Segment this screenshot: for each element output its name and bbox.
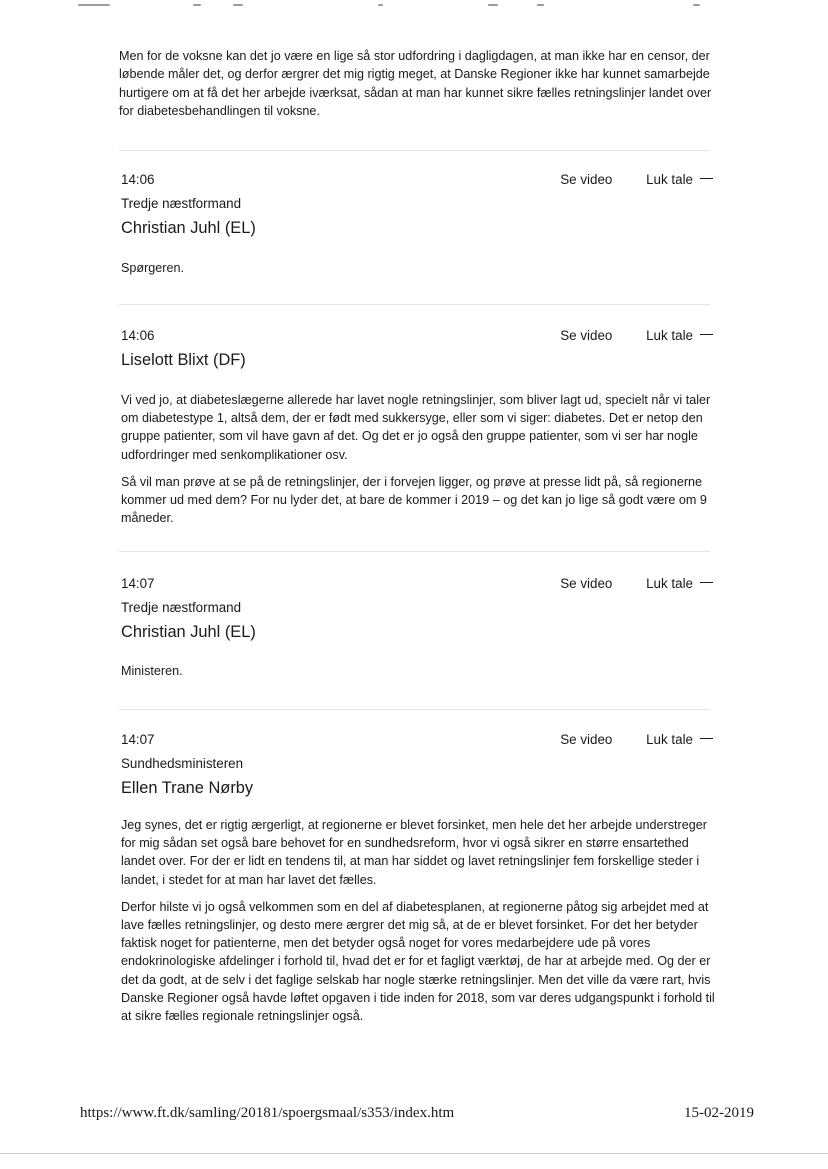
speech-time: 14:06 <box>121 172 155 187</box>
speech-divider <box>119 551 710 552</box>
speech-actions <box>560 328 713 343</box>
see-video-link[interactable]: Se video <box>560 328 613 343</box>
speaker-name: Christian Juhl (EL) <box>121 623 256 641</box>
speech-time: 14:07 <box>121 576 155 591</box>
close-speech-link[interactable] <box>646 328 713 343</box>
speech-body <box>121 662 721 689</box>
speech-body <box>121 259 721 286</box>
speaker-name: Christian Juhl (EL) <box>121 219 256 237</box>
speech-paragraph: Så vil man prøve at se på de retningslinjer, der i forvejen ligger, og prøve at presse lidt på, så regionerne kommer ud med dem? For nu lyder det, at bare de kommer i 2019 – og det kan jo lige så godt være om 9 måneder. <box>121 474 707 526</box>
speech-actions <box>560 576 713 591</box>
speech-paragraph: Jeg synes, det er rigtig ærgerligt, at regionerne er blevet forsinket, men hele det her arbejde understreger for mig sådan set også bare behovet for en sundhedsreform, hvor vi også sikrer en større ensartethed landet over. For der er lidt en tendens til, at man har siddet og lavet retningslinjer fem forskellige steder i landet, i stedet for at man har lavet det fælles. <box>121 818 707 887</box>
close-speech-label: Luk tale <box>646 732 693 747</box>
close-speech-label: Luk tale <box>646 172 693 187</box>
speaker-role: Tredje næstformand <box>121 196 242 211</box>
speaker-name: Ellen Trane Nørby <box>121 779 254 797</box>
close-speech-link[interactable] <box>646 172 713 187</box>
speech-time: 14:06 <box>121 328 155 343</box>
collapse-dash-icon <box>700 582 713 583</box>
speech-entry <box>121 172 713 282</box>
collapse-dash-icon <box>700 178 713 179</box>
speech-entry <box>121 328 713 528</box>
speech-time: 14:07 <box>121 732 155 747</box>
speaker-name: Liselott Blixt (DF) <box>121 351 246 369</box>
speaker-role: Sundhedsministeren <box>121 756 244 771</box>
speech-paragraph: Vi ved jo, at diabeteslægerne allerede har lavet nogle retningslinjer, som bliver lagt ud, specielt når vi taler om diabetestype 1, altså dem, der er født med sukkersyge, eller som vi siger: diabetes. Det er netop den gruppe patienter, som vil have gavn af det. Og det er jo også den gruppe patienter, som vi ser har nogle udfordringer med senkomplikationer osv. <box>121 393 711 462</box>
speech-actions <box>560 732 713 747</box>
see-video-link[interactable]: Se video <box>560 576 613 591</box>
close-speech-link[interactable] <box>646 732 713 747</box>
close-speech-label: Luk tale <box>646 576 693 591</box>
see-video-link[interactable]: Se video <box>560 172 613 187</box>
speaker-role: Tredje næstformand <box>121 600 242 615</box>
speech-divider <box>119 709 710 710</box>
collapse-dash-icon <box>700 738 713 739</box>
close-speech-link[interactable] <box>646 576 713 591</box>
scan-bottom-edge <box>0 1153 828 1154</box>
speech-entry <box>121 576 713 686</box>
close-speech-label: Luk tale <box>646 328 693 343</box>
collapse-dash-icon <box>700 334 713 335</box>
speech-paragraph: Derfor hilste vi jo også velkommen som en del af diabetesplanen, at regionerne påtog sig arbejdet med at lave fælles retningslinjer, og desto mere ærgrer det mig så, at de er blevet forsinket. For det her betyder faktisk noget for patienterne, men det betyder også noget for vores medarbejdere ude på vores endokrinologiske afdelinger i forhold til, hvad det er for et fagligt værktøj, de har at arbejde med. Og der er det da godt, at de selv i det faglige selskab har nogle stærke retningslinjer. Men det ville da være rart, hvis Danske Regioner også havde løftet opgaven i tide inden for 2018, som var deres udgangspunkt i forhold til at sikre fælles regionale retningslinjer også. <box>121 899 715 1024</box>
footer-url[interactable]: https://www.ft.dk/samling/20181/spoergsmaal/s353/index.htm <box>80 1105 455 1121</box>
scan-top-edge <box>0 0 828 14</box>
speech-paragraph: Ministeren. <box>121 664 183 678</box>
speech-divider <box>119 304 710 305</box>
intro-paragraph: Men for de voksne kan det jo være en lige så stor udfordring i dagligdagen, at man ikke har en censor, der løbende måler det, og derfor ærgrer det mig rigtig meget, at Danske Regioner ikke har kunnet samarbejde hurtigere om at få det her arbejde iværksat, sådan at man har kunnet sikre fælles retningslinjer landet over for diabetesbehandlingen til voksne. <box>119 49 712 119</box>
speech-actions <box>560 172 713 187</box>
speech-entry <box>121 732 713 1052</box>
footer-date: 15-02-2019 <box>684 1105 754 1121</box>
speech-body <box>121 391 721 536</box>
see-video-link[interactable]: Se video <box>560 732 613 747</box>
speech-paragraph: Spørgeren. <box>121 261 184 275</box>
speech-divider <box>119 150 710 151</box>
speech-body <box>121 816 721 1034</box>
